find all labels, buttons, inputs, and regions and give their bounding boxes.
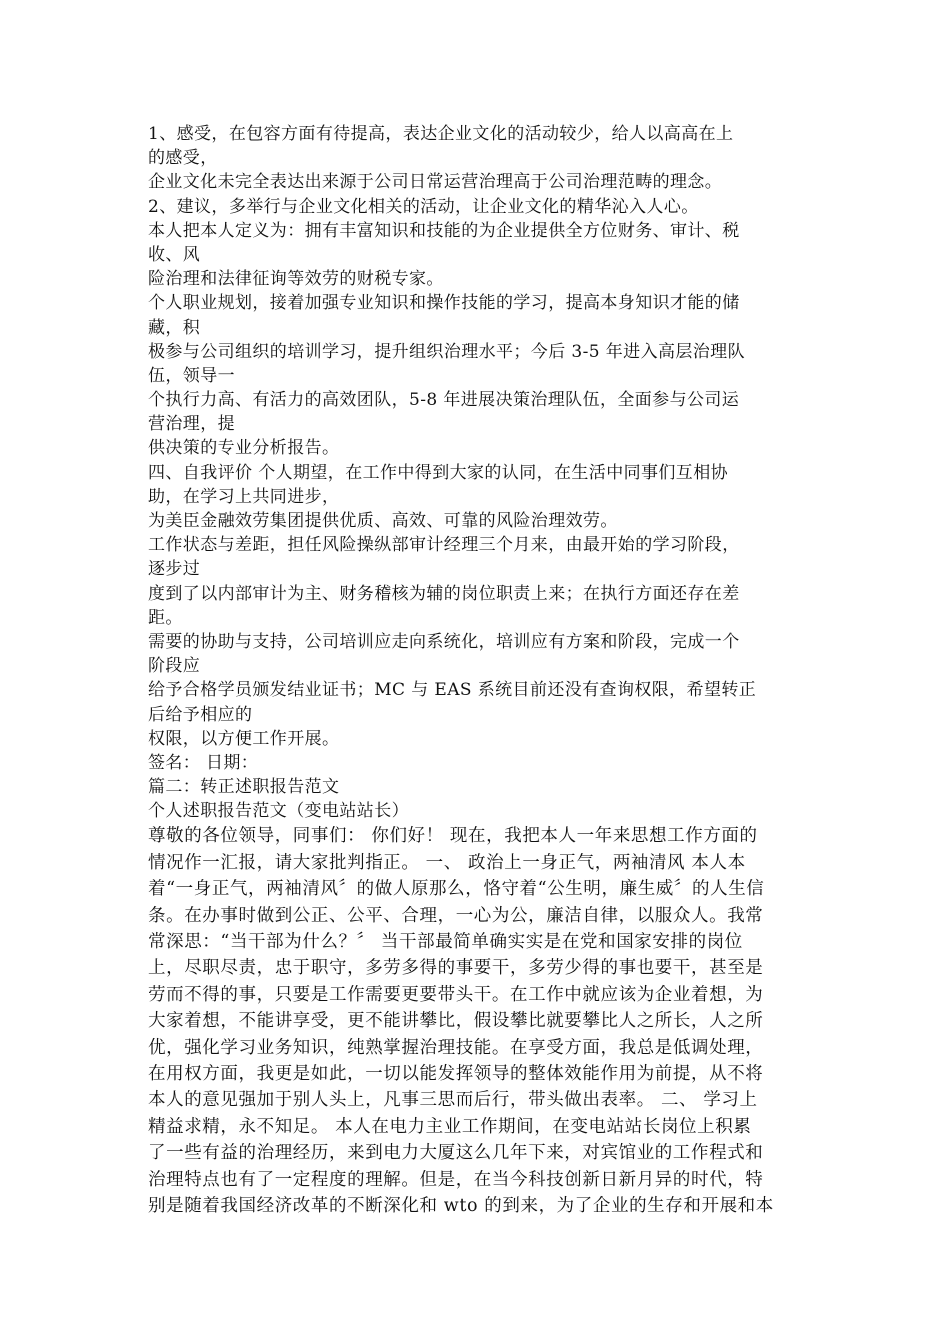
report-body-paragraph	[148, 823, 802, 1219]
text-line: 在用权方面，我更是如此，一切以能发挥领导的整体效能作用为前提，从不将	[148, 1063, 764, 1084]
text-line: 营治理，提	[148, 414, 235, 435]
text-line: 度到了以内部审计为主、财务稽核为辅的岗位职责上来；在执行方面还存在差	[148, 583, 740, 604]
text-line: 治理特点也有了一定程度的理解。但是，在当今科技创新日新月异的时代，特	[148, 1169, 764, 1190]
text-line: 大家着想，不能讲享受，更不能讲攀比，假设攀比就要攀比人之所长，人之所	[148, 1011, 764, 1032]
text-line: 伍，领导一	[148, 365, 235, 386]
text-line: 四、自我评价 个人期望，在工作中得到大家的认同，在生活中同事们互相协	[148, 462, 729, 483]
text-line: 尊敬的各位领导，同事们： 你们好！ 现在，我把本人一年来思想工作方面的	[148, 826, 758, 847]
document-page	[148, 122, 802, 1219]
text-line: 本人把本人定义为：拥有丰富知识和技能的为企业提供全方位财务、审计、税	[148, 220, 740, 241]
text-line: 助，在学习上共同进步，	[148, 486, 340, 507]
text-line: 险治理和法律征询等效劳的财税专家。	[148, 269, 444, 290]
text-line: 了一些有益的治理经历，来到电力大厦这么几年下来，对宾馆业的工作程式和	[148, 1143, 764, 1164]
text-line: 供决策的专业分析报告。	[148, 438, 340, 459]
text-line: 藏，积	[148, 317, 201, 338]
text-line: 1、感受，在包容方面有待提高，表达企业文化的活动较少，给人以高高在上	[148, 124, 734, 144]
text-line: 需要的协助与支持，公司培训应走向系统化，培训应有方案和阶段，完成一个	[148, 631, 740, 652]
text-line: 个人职业规划，接着加强专业知识和操作技能的学习，提高本身知识才能的储	[148, 293, 740, 314]
text-line: 别是随着我国经济改革的不断深化和 wto 的到来，为了企业的生存和开展和本	[148, 1195, 774, 1216]
text-line: 给予合格学员颁发结业证书；MC 与 EAS 系统目前还没有查询权限，希望转正	[148, 680, 757, 701]
text-line: 企业文化未完全表达出来源于公司日常运营治理高于公司治理范畴的理念。	[148, 172, 723, 193]
text-line: 条。在办事时做到公正、公平、合理，一心为公，廉洁自律，以服众人。我常	[148, 905, 764, 926]
section-heading: 篇二：转正述职报告范文	[148, 777, 340, 798]
text-line: 常深思：“当干部为什么？〞 当干部最简单确实实是在党和国家安排的岗位	[148, 932, 743, 952]
text-line: 优，强化学习业务知识，纯熟掌握治理技能。在享受方面，我总是低调处理，	[148, 1037, 764, 1058]
text-line: 2、建议，多举行与企业文化相关的活动，让企业文化的精华沁入人心。	[148, 196, 699, 217]
text-line: 阶段应	[148, 656, 201, 677]
text-line: 情况作一汇报，请大家批判指正。 一、 政治上一身正气，两袖清风 本人本	[148, 852, 746, 873]
text-line: 为美臣金融效劳集团提供优质、高效、可靠的风险治理效劳。	[148, 511, 618, 531]
text-line: 劳而不得的事，只要是工作需要更要带头干。在工作中就应该为企业着想，为	[148, 984, 764, 1005]
text-line: 后给予相应的	[148, 704, 253, 725]
text-line: 权限，以方便工作开展。	[148, 728, 340, 749]
signature-date-line: 签名： 日期：	[148, 752, 259, 773]
text-line: 着“一身正气，两袖清风〞的做人原那么，恪守着“公生明，廉生威〞的人生信	[148, 879, 765, 900]
text-line: 个执行力高、有活力的高效团队，5-8 年进展决策治理队伍，全面参与公司运	[148, 390, 740, 411]
text-line: 收、风	[148, 244, 201, 265]
text-line: 的感受，	[148, 148, 218, 169]
text-line: 极参与公司组织的培训学习，提升组织治理水平；今后 3-5 年进入高层治理队	[148, 341, 745, 362]
text-line: 上，尽职尽责，忠于职守，多劳多得的事要干，多劳少得的事也要干，甚至是	[148, 958, 764, 979]
text-line: 精益求精，永不知足。 本人在电力主业工作期间，在变电站站长岗位上积累	[148, 1116, 752, 1137]
text-line: 工作状态与差距，担任风险操纵部审计经理三个月来，由最开始的学习阶段，	[148, 535, 740, 556]
section-subheading: 个人述职报告范文（变电站站长）	[148, 801, 409, 822]
text-line: 本人的意见强加于别人头上，凡事三思而后行，带头做出表率。 二、 学习上	[148, 1090, 758, 1111]
text-line: 逐步过	[148, 559, 201, 580]
report-upper-section	[148, 122, 802, 823]
text-line: 距。	[148, 607, 183, 628]
